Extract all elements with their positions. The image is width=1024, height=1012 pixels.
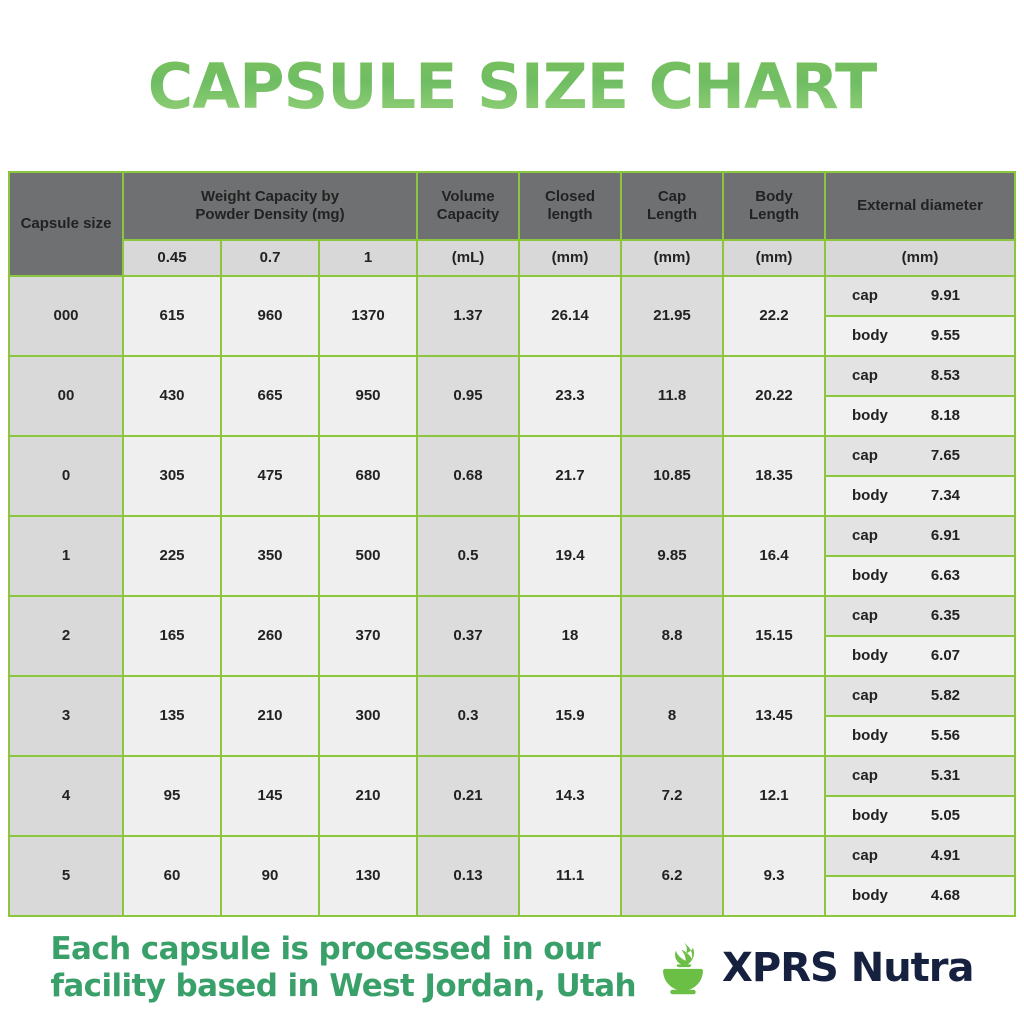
brand-lockup	[654, 939, 973, 997]
external-body-label: body	[852, 647, 888, 665]
external-cap-row	[826, 437, 1014, 475]
external-body-row	[826, 797, 1014, 835]
external-body-row	[826, 877, 1014, 915]
external-cap-value: 6.35	[930, 607, 961, 625]
external-cap-row	[826, 677, 1014, 715]
external-cap-label: cap	[852, 767, 878, 785]
header-volume-capacity-line2: Capacity	[436, 205, 500, 223]
cell-cap-length: 10.85	[622, 437, 722, 515]
external-cap-value: 4.91	[930, 847, 961, 865]
cell-capsule-size: 00	[10, 357, 122, 435]
cell-weight-1: 210	[320, 757, 416, 835]
external-cap-value: 5.82	[930, 687, 961, 705]
external-cap-label: cap	[852, 287, 878, 305]
external-cap-label: cap	[852, 447, 878, 465]
cell-body-length: 15.15	[724, 597, 824, 675]
cell-closed-length: 18	[520, 597, 620, 675]
external-cap-label: cap	[852, 687, 878, 705]
header-cap-length	[622, 173, 722, 239]
external-cap-value: 6.91	[930, 527, 961, 545]
capsule-size-chart-page	[0, 42, 1024, 1008]
external-body-value: 9.55	[930, 327, 961, 345]
subheader-external-unit: (mm)	[826, 241, 1014, 275]
subheader-body-unit: (mm)	[724, 241, 824, 275]
cell-external-diameter	[826, 437, 1014, 515]
cell-weight-07: 350	[222, 517, 318, 595]
cell-body-length: 13.45	[724, 677, 824, 755]
header-body-length	[724, 173, 824, 239]
cell-capsule-size: 4	[10, 757, 122, 835]
table-row	[10, 677, 1014, 755]
table-row	[10, 357, 1014, 435]
cell-cap-length: 7.2	[622, 757, 722, 835]
cell-weight-045: 60	[124, 837, 220, 915]
footer-tagline-line2: facility based in West Jordan, Utah	[50, 968, 637, 1005]
cell-cap-length: 6.2	[622, 837, 722, 915]
cell-weight-07: 960	[222, 277, 318, 355]
external-cap-label: cap	[852, 607, 878, 625]
external-body-label: body	[852, 727, 888, 745]
external-body-row	[826, 637, 1014, 675]
cell-closed-length: 26.14	[520, 277, 620, 355]
cell-closed-length: 11.1	[520, 837, 620, 915]
external-body-value: 5.05	[930, 807, 961, 825]
cell-weight-045: 135	[124, 677, 220, 755]
subheader-cap-unit: (mm)	[622, 241, 722, 275]
subheader-volume-unit: (mL)	[418, 241, 518, 275]
external-body-value: 6.63	[930, 567, 961, 585]
cell-weight-1: 370	[320, 597, 416, 675]
cell-external-diameter	[826, 517, 1014, 595]
subheader-density-045: 0.45	[124, 241, 220, 275]
table-row	[10, 277, 1014, 355]
header-closed-length-line1: Closed	[545, 188, 596, 206]
external-cap-value: 7.65	[930, 447, 961, 465]
external-cap-row	[826, 837, 1014, 875]
brand-name: XPRS Nutra	[722, 945, 974, 992]
header-weight-capacity-line1: Weight Capacity by	[200, 188, 340, 206]
cell-volume: 1.37	[418, 277, 518, 355]
cell-closed-length: 14.3	[520, 757, 620, 835]
external-cap-row	[826, 597, 1014, 635]
cell-cap-length: 8.8	[622, 597, 722, 675]
external-cap-value: 5.31	[930, 767, 961, 785]
cell-weight-07: 665	[222, 357, 318, 435]
cell-capsule-size: 5	[10, 837, 122, 915]
external-cap-label: cap	[852, 367, 878, 385]
external-body-label: body	[852, 807, 888, 825]
external-body-value: 5.56	[930, 727, 961, 745]
table-header-row	[10, 173, 1014, 239]
external-body-value: 7.34	[930, 487, 961, 505]
cell-closed-length: 15.9	[520, 677, 620, 755]
cell-external-diameter	[826, 837, 1014, 915]
cell-cap-length: 11.8	[622, 357, 722, 435]
external-cap-label: cap	[852, 527, 878, 545]
external-cap-row	[826, 357, 1014, 395]
external-body-label: body	[852, 567, 888, 585]
cell-capsule-size: 0	[10, 437, 122, 515]
external-body-label: body	[852, 887, 888, 905]
cell-weight-1: 680	[320, 437, 416, 515]
subheader-density-07: 0.7	[222, 241, 318, 275]
header-weight-capacity	[124, 173, 416, 239]
footer-tagline-line1: Each capsule is processed in our	[50, 930, 601, 967]
cell-body-length: 22.2	[724, 277, 824, 355]
cell-body-length: 16.4	[724, 517, 824, 595]
header-capsule-size: Capsule size	[10, 173, 122, 275]
external-body-row	[826, 477, 1014, 515]
external-cap-value: 8.53	[930, 367, 961, 385]
external-cap-row	[826, 757, 1014, 795]
cell-weight-1: 1370	[320, 277, 416, 355]
cell-volume: 0.13	[418, 837, 518, 915]
cell-weight-07: 90	[222, 837, 318, 915]
footer	[0, 917, 1024, 1012]
table-row	[10, 517, 1014, 595]
header-volume-capacity	[418, 173, 518, 239]
header-weight-capacity-line2: Powder Density (mg)	[195, 205, 345, 223]
cell-external-diameter	[826, 677, 1014, 755]
cell-weight-07: 260	[222, 597, 318, 675]
cell-closed-length: 23.3	[520, 357, 620, 435]
external-body-label: body	[852, 327, 888, 345]
cell-capsule-size: 000	[10, 277, 122, 355]
external-body-value: 4.68	[930, 887, 961, 905]
table-subheader-row	[10, 241, 1014, 275]
cell-weight-07: 145	[222, 757, 318, 835]
external-body-value: 8.18	[930, 407, 961, 425]
cell-external-diameter	[826, 757, 1014, 835]
subheader-closed-unit: (mm)	[520, 241, 620, 275]
cell-capsule-size: 3	[10, 677, 122, 755]
external-body-row	[826, 717, 1014, 755]
external-body-label: body	[852, 487, 888, 505]
footer-tagline	[50, 931, 636, 1007]
external-cap-label: cap	[852, 847, 878, 865]
external-body-row	[826, 557, 1014, 595]
cell-cap-length: 9.85	[622, 517, 722, 595]
external-body-row	[826, 397, 1014, 435]
cell-weight-045: 95	[124, 757, 220, 835]
table-row	[10, 757, 1014, 835]
cell-cap-length: 8	[622, 677, 722, 755]
cell-closed-length: 21.7	[520, 437, 620, 515]
cell-closed-length: 19.4	[520, 517, 620, 595]
cell-body-length: 18.35	[724, 437, 824, 515]
cell-capsule-size: 1	[10, 517, 122, 595]
cell-external-diameter	[826, 597, 1014, 675]
cell-weight-07: 210	[222, 677, 318, 755]
header-volume-capacity-line1: Volume	[441, 188, 495, 206]
external-body-row	[826, 317, 1014, 355]
header-closed-length-line2: length	[547, 205, 593, 223]
cell-weight-1: 300	[320, 677, 416, 755]
cell-external-diameter	[826, 357, 1014, 435]
cell-capsule-size: 2	[10, 597, 122, 675]
cell-weight-1: 950	[320, 357, 416, 435]
cell-weight-1: 500	[320, 517, 416, 595]
cell-volume: 0.68	[418, 437, 518, 515]
cell-body-length: 12.1	[724, 757, 824, 835]
capsule-size-table	[8, 171, 1016, 917]
table-container	[0, 171, 1024, 917]
cell-weight-07: 475	[222, 437, 318, 515]
cell-weight-045: 305	[124, 437, 220, 515]
header-cap-length-line2: Length	[647, 205, 698, 223]
cell-cap-length: 21.95	[622, 277, 722, 355]
cell-volume: 0.5	[418, 517, 518, 595]
cell-body-length: 20.22	[724, 357, 824, 435]
table-row	[10, 597, 1014, 675]
external-body-label: body	[852, 407, 888, 425]
cell-weight-045: 615	[124, 277, 220, 355]
table-row	[10, 437, 1014, 515]
external-cap-row	[826, 277, 1014, 315]
leaf-mortar-icon	[654, 939, 712, 997]
cell-external-diameter	[826, 277, 1014, 355]
header-cap-length-line1: Cap	[657, 188, 687, 206]
subheader-density-1: 1	[320, 241, 416, 275]
header-external-diameter: External diameter	[826, 173, 1014, 239]
cell-volume: 0.3	[418, 677, 518, 755]
header-body-length-line1: Body	[755, 188, 793, 206]
external-body-value: 6.07	[930, 647, 961, 665]
page-title: CAPSULE SIZE CHART	[0, 42, 1024, 130]
table-row	[10, 837, 1014, 915]
header-body-length-line2: Length	[749, 205, 800, 223]
cell-weight-045: 165	[124, 597, 220, 675]
cell-weight-1: 130	[320, 837, 416, 915]
external-cap-row	[826, 517, 1014, 555]
cell-weight-045: 225	[124, 517, 220, 595]
external-cap-value: 9.91	[930, 287, 961, 305]
cell-body-length: 9.3	[724, 837, 824, 915]
header-closed-length	[520, 173, 620, 239]
cell-weight-045: 430	[124, 357, 220, 435]
cell-volume: 0.37	[418, 597, 518, 675]
cell-volume: 0.21	[418, 757, 518, 835]
cell-volume: 0.95	[418, 357, 518, 435]
